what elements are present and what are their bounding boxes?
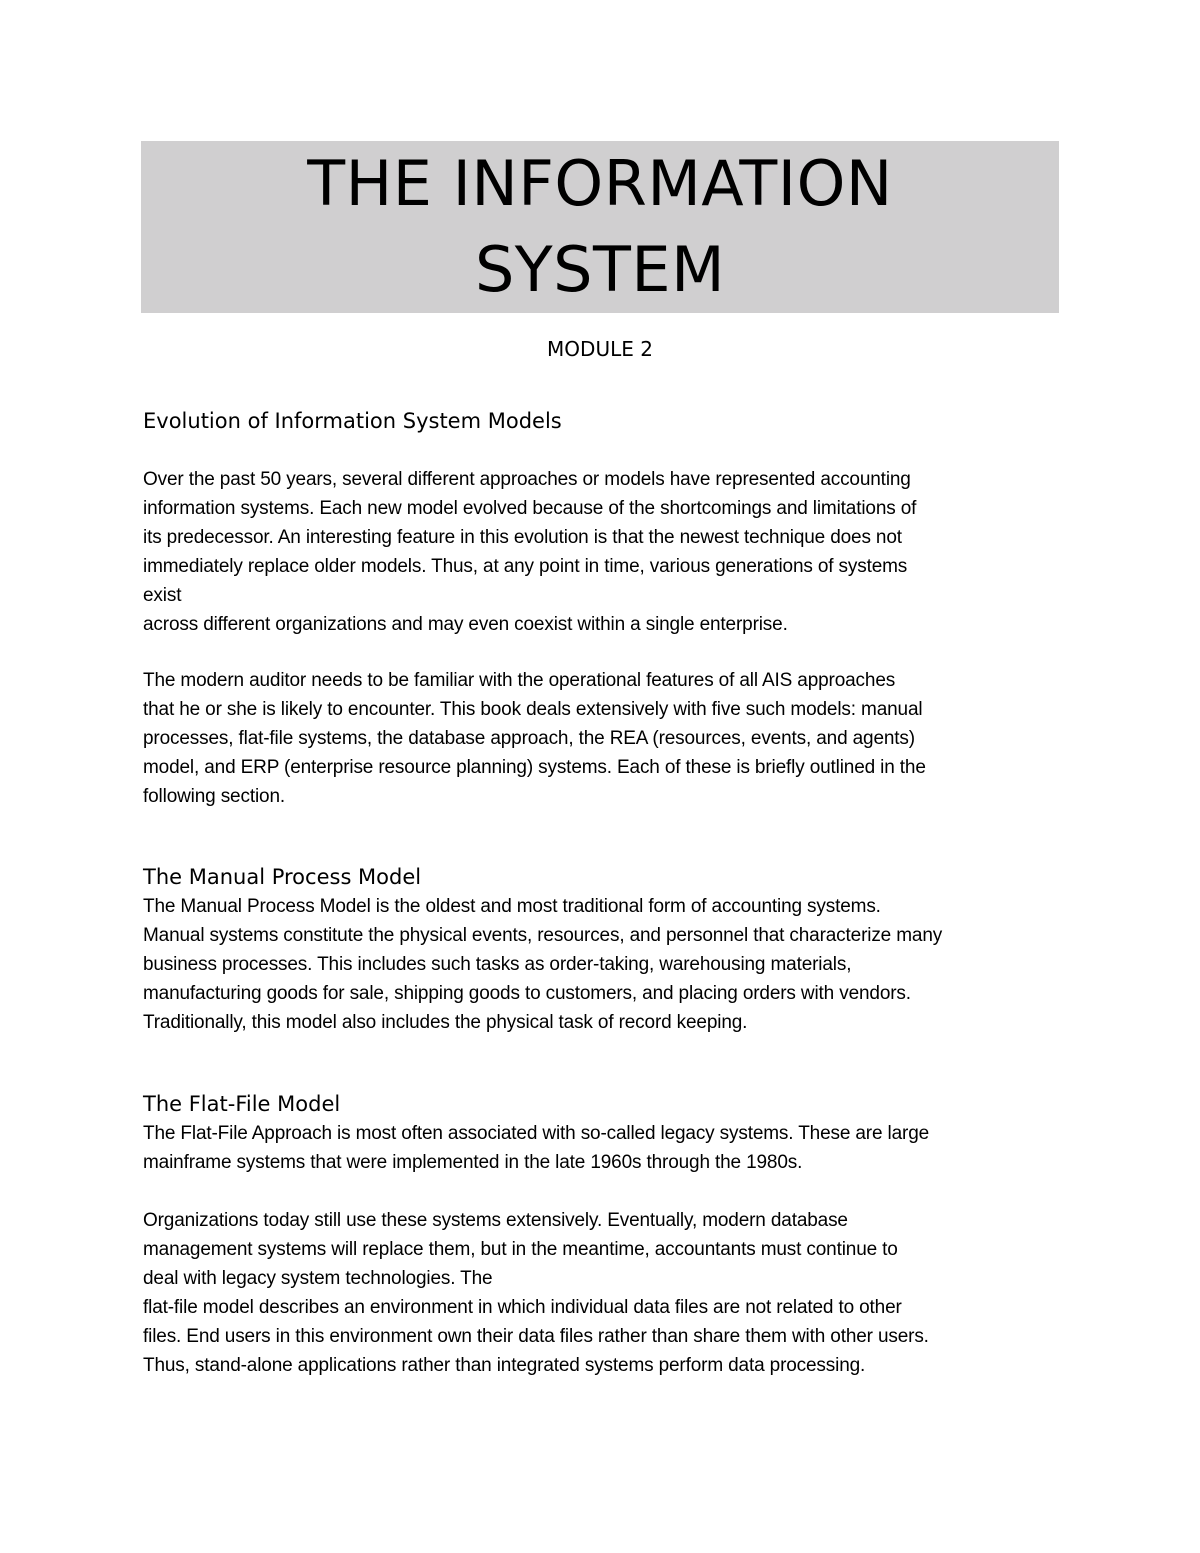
text-line: The modern auditor needs to be familiar with the operational features of all AIS approaches [143, 670, 896, 691]
text-line: management systems will replace them, but in the meantime, accountants must continue to [143, 1239, 898, 1260]
text-line: Traditionally, this model also includes the physical task of record keeping. [143, 1012, 748, 1033]
text-line: business processes. This includes such tasks as order-taking, warehousing materials, [143, 954, 852, 975]
text-line: Manual systems constitute the physical events, resources, and personnel that characterize many [143, 925, 943, 946]
section-heading-manual-process: The Manual Process Model [143, 865, 422, 889]
title-line-1: THE INFORMATION [307, 147, 893, 220]
section-heading-evolution: Evolution of Information System Models [143, 409, 562, 433]
text-line: flat-file model describes an environment in which individual data files are not related to other [143, 1297, 902, 1318]
module-label: MODULE 2 [547, 337, 653, 361]
paragraph-flat-file-1 [143, 1119, 929, 1177]
text-line: that he or she is likely to encounter. This book deals extensively with five such models: manual [143, 699, 923, 720]
text-line: manufacturing goods for sale, shipping goods to customers, and placing orders with vendors. [143, 983, 911, 1004]
text-line: exist [143, 585, 182, 606]
paragraph-flat-file-2 [143, 1206, 929, 1380]
title-line-2: SYSTEM [474, 233, 726, 306]
title-banner [141, 141, 1059, 313]
text-line: mainframe systems that were implemented in the late 1960s through the 1980s. [143, 1152, 803, 1173]
paragraph-manual-process [143, 892, 942, 1037]
text-line: model, and ERP (enterprise resource planning) systems. Each of these is briefly outlined in the [143, 757, 926, 778]
text-line: The Flat-File Approach is most often associated with so-called legacy systems. These are large [143, 1123, 930, 1144]
text-line: following section. [143, 786, 285, 807]
text-line: files. End users in this environment own their data files rather than share them with other users. [143, 1326, 929, 1347]
text-line: Over the past 50 years, several different approaches or models have represented accounting [143, 469, 911, 490]
paragraph-evolution-1 [143, 465, 916, 639]
paragraph-evolution-2 [143, 666, 926, 811]
text-line: Thus, stand-alone applications rather than integrated systems perform data processing. [143, 1355, 866, 1376]
text-line: processes, flat-file systems, the database approach, the REA (resources, events, and agents) [143, 728, 915, 749]
text-line: The Manual Process Model is the oldest and most traditional form of accounting systems. [143, 896, 881, 917]
section-heading-flat-file: The Flat-File Model [143, 1092, 341, 1116]
text-line: immediately replace older models. Thus, at any point in time, various generations of systems [143, 556, 908, 577]
text-line: information systems. Each new model evolved because of the shortcomings and limitations of [143, 498, 917, 519]
text-line: its predecessor. An interesting feature in this evolution is that the newest technique does not [143, 527, 902, 548]
text-line: across different organizations and may even coexist within a single enterprise. [143, 614, 788, 635]
text-line: deal with legacy system technologies. The [143, 1268, 493, 1289]
text-line: Organizations today still use these systems extensively. Eventually, modern database [143, 1210, 848, 1231]
